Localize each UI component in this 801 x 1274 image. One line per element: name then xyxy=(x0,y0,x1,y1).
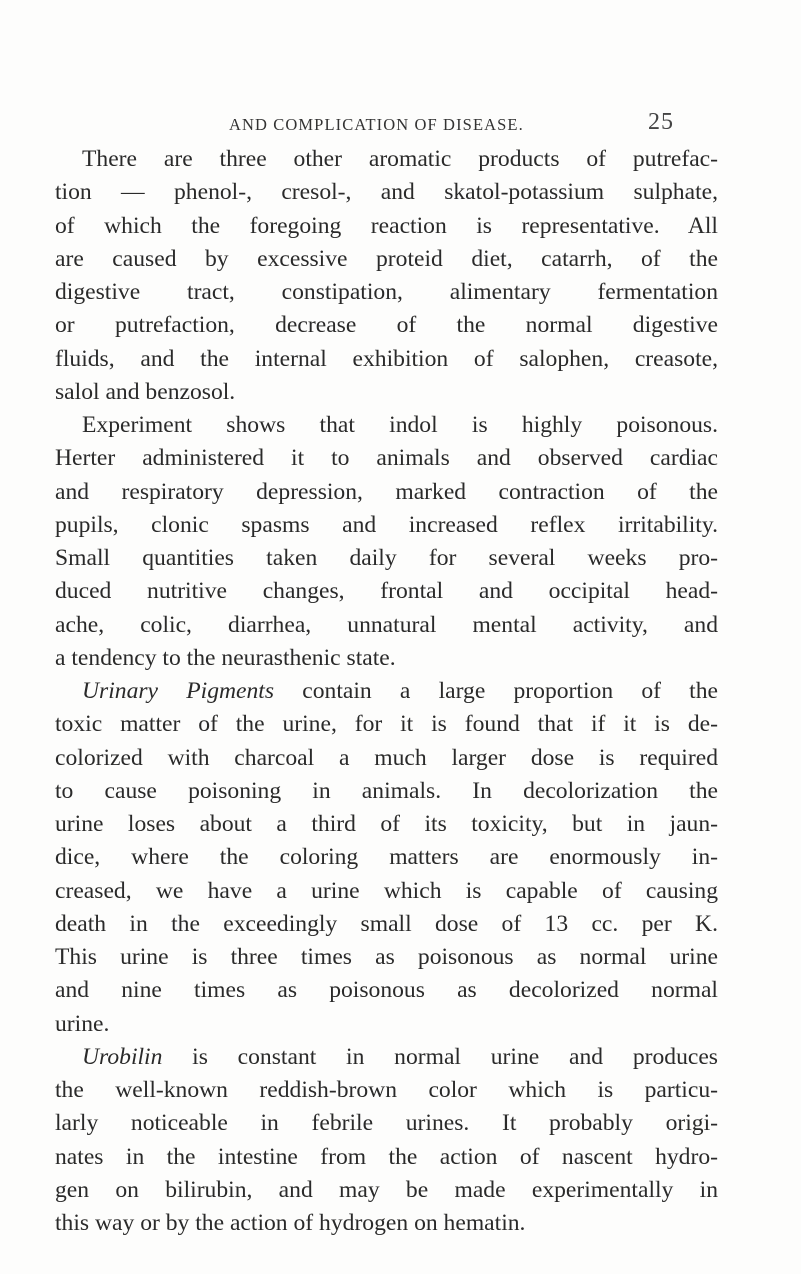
paragraph xyxy=(55,143,718,409)
text-line: toxic matter of the urine, for it is found that if it is de- xyxy=(55,711,718,738)
italic-heading: Urobilin xyxy=(82,1043,163,1070)
text-line: urine loses about a third of its toxicity, but in jaun- xyxy=(55,811,718,837)
text-line: colorized with charcoal a much larger dose is required xyxy=(55,744,718,771)
text-line: creased, we have a urine which is capable of causing xyxy=(55,877,718,904)
paragraph xyxy=(55,1041,718,1241)
italic-heading: Urinary Pigments xyxy=(82,678,275,704)
running-head xyxy=(0,109,801,142)
text-line: gen on bilirubin, and may be made experimentally in xyxy=(55,1176,718,1203)
text-line: fluids, and the internal exhibition of salophen, creasote, xyxy=(55,345,718,372)
text-line: urine. xyxy=(55,1010,110,1037)
text-line: digestive tract, constipation, alimentary fermentation xyxy=(55,279,718,305)
text-line: duced nutritive changes, frontal and occipital head- xyxy=(55,578,718,605)
text-line: There are three other aromatic products of putrefac- xyxy=(82,146,718,172)
text-line: salol and benzosol. xyxy=(55,378,236,405)
text-line-rest: contain a large proportion of the xyxy=(274,678,718,704)
text-line: a tendency to the neurasthenic state. xyxy=(55,644,396,671)
text-line: and respiratory depression, marked contraction of the xyxy=(55,478,718,505)
text-line: Experiment shows that indol is highly poisonous. xyxy=(82,412,718,438)
body-text xyxy=(55,143,718,1240)
text-line: ache, colic, diarrhea, unnatural mental activity, and xyxy=(55,611,718,638)
text-line: this way or by the action of hydrogen on hematin. xyxy=(55,1210,526,1236)
text-line: dice, where the coloring matters are enormously in- xyxy=(55,844,718,871)
text-line: of which the foregoing reaction is representative. All xyxy=(55,212,718,239)
text-line xyxy=(55,1041,718,1074)
text-line-rest: is constant in normal urine and produces xyxy=(162,1043,718,1070)
running-title: AND COMPLICATION OF DISEASE. xyxy=(229,115,524,134)
text-line: the well-known reddish-brown color which is particu- xyxy=(55,1077,718,1103)
text-line: larly noticeable in febrile urines. It probably origi- xyxy=(55,1110,718,1137)
paragraph xyxy=(55,675,718,1041)
text-line: and nine times as poisonous as decolorized normal xyxy=(55,977,718,1004)
paragraph xyxy=(55,409,718,675)
text-line: or putrefaction, decrease of the normal digestive xyxy=(55,312,718,339)
text-line: Small quantities taken daily for several weeks pro- xyxy=(55,545,718,571)
text-line xyxy=(55,675,718,708)
text-line: Herter administered it to animals and observed cardiac xyxy=(55,445,718,472)
text-line: are caused by excessive proteid diet, catarrh, of the xyxy=(55,245,718,272)
text-line: This urine is three times as poisonous as normal urine xyxy=(55,944,718,970)
text-line: pupils, clonic spasms and increased reflex irritability. xyxy=(55,511,718,538)
text-line: to cause poisoning in animals. In decolorization the xyxy=(55,777,718,804)
page-number: 25 xyxy=(648,109,674,135)
text-line: tion — phenol-, cresol-, and skatol-potassium sulphate, xyxy=(55,179,718,206)
text-line: nates in the intestine from the action of nascent hydro- xyxy=(55,1143,718,1170)
text-line: death in the exceedingly small dose of 13 cc. per K. xyxy=(55,910,718,937)
